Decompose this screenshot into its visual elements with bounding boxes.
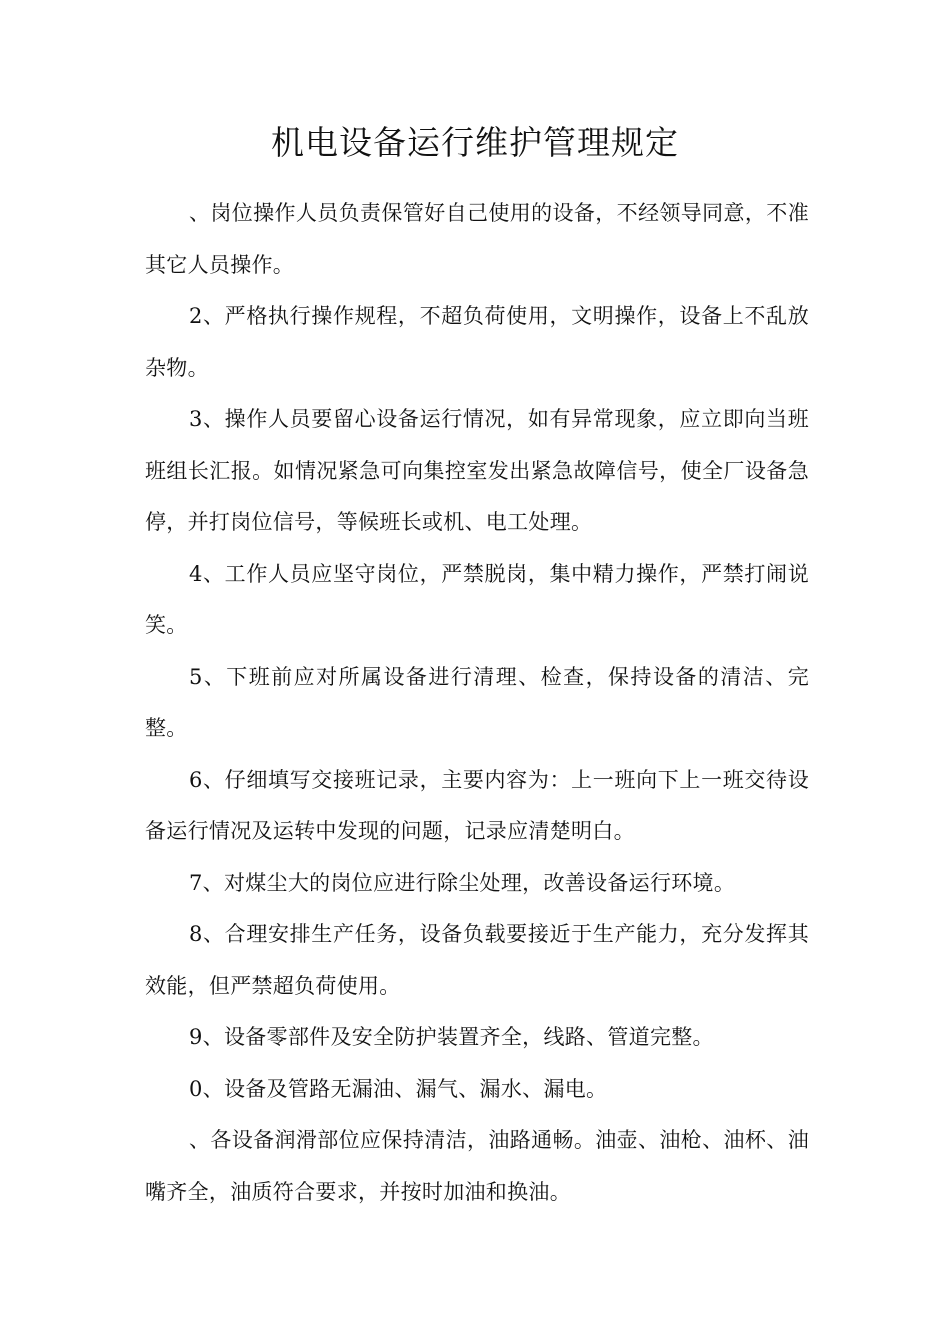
paragraph-8: 8、合理安排生产任务，设备负载要接近于生产能力，充分发挥其效能，但严禁超负荷使用。 (145, 922, 809, 998)
paragraph-5: 5、下班前应对所属设备进行清理、检查，保持设备的清洁、完整。 (145, 664, 809, 740)
document-body (145, 188, 809, 1218)
paragraph-10: 0、设备及管路无漏油、漏气、漏水、漏电。 (189, 1076, 608, 1101)
paragraph-6: 6、仔细填写交接班记录，主要内容为：上一班向下上一班交待设备运行情况及运转中发现的问题，记录应清楚明白。 (145, 767, 809, 843)
paragraph-1: 、岗位操作人员负责保管好自己使用的设备，不经领导同意，不准其它人员操作。 (145, 201, 809, 277)
paragraph-7: 7、对煤尘大的岗位应进行除尘处理，改善设备运行环境。 (189, 870, 736, 895)
paragraph-9: 9、设备零部件及安全防护装置齐全，线路、管道完整。 (189, 1025, 714, 1049)
paragraph-2: 2、严格执行操作规程，不超负荷使用，文明操作，设备上不乱放杂物。 (145, 304, 809, 380)
document-title: 机电设备运行维护管理规定 (271, 123, 679, 162)
paragraph-3: 3、操作人员要留心设备运行情况，如有异常现象，应立即向当班班组长汇报。如情况紧急可向集控室发出紧急故障信号，使全厂设备急停，并打岗位信号，等候班长或机、电工处理。 (145, 407, 809, 534)
paragraph-4: 4、工作人员应坚守岗位，严禁脱岗，集中精力操作，严禁打闹说笑。 (145, 561, 809, 637)
paragraph-11: 、各设备润滑部位应保持清洁，油路通畅。油壶、油枪、油杯、油嘴齐全，油质符合要求，并按时加油和换油。 (145, 1128, 809, 1204)
